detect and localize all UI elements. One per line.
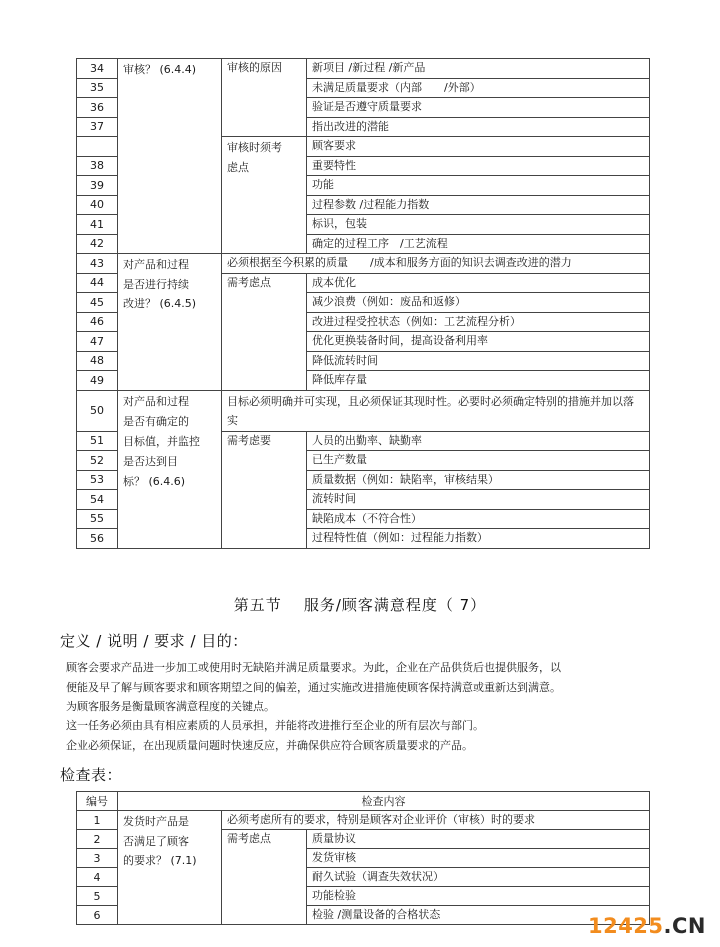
row-number: 34 (77, 59, 118, 79)
definition-line: 顾客会要求产品进一步加工或使用时无缺陷并满足质量要求。为此，企业在产品供货后也提供服务，以 (66, 661, 561, 674)
checklist-heading: 检查表： (60, 766, 123, 784)
check-item: 指出改进的潜能 (307, 117, 650, 137)
row-number: 44 (77, 273, 118, 293)
check-item: 未满足质量要求（内部 /外部） (307, 78, 650, 98)
row-number: 37 (77, 117, 118, 137)
requirement-statement: 目标必须明确并可实现，且必须保证其现时性。必要时必须确定特别的措施并加以落实 (222, 390, 650, 431)
row-number: 5 (77, 887, 118, 906)
section-label: 第五节 (233, 596, 282, 614)
requirement-statement: 必须根据至今积累的质量 /成本和服务方面的知识去调查改进的潜力 (222, 254, 650, 274)
check-item: 改进过程受控状态（例如：工艺流程分析） (307, 312, 650, 332)
check-item: 功能检验 (307, 887, 650, 906)
row-number: 1 (77, 811, 118, 830)
consider-label: 需考虑点 (222, 830, 307, 925)
question-audit: 审核？ (6.4.4) (118, 59, 222, 254)
consider-label: 需考虑要 (222, 431, 307, 548)
row-number: 51 (77, 431, 118, 451)
row-number: 43 (77, 254, 118, 274)
check-item: 顾客要求 (307, 137, 650, 157)
check-item: 优化更换装备时间，提高设备利用率 (307, 332, 650, 352)
column-header-number: 编号 (77, 792, 118, 811)
check-item: 检验 /测量设备的合格状态 (307, 906, 650, 925)
check-item: 新项目 /新过程 /新产品 (307, 59, 650, 79)
row-number: 36 (77, 98, 118, 118)
check-item: 质量协议 (307, 830, 650, 849)
row-number: 50 (77, 390, 118, 431)
check-item: 过程特性值（例如：过程能力指数） (307, 529, 650, 549)
check-item: 标识，包装 (307, 215, 650, 235)
row-number: 40 (77, 195, 118, 215)
question-target-values: 对产品和过程 是否有确定的 目标值，并监控 是否达到目 标？ (6.4.6) (118, 390, 222, 548)
definition-line: 企业必须保证，在出现质量问题时快速反应，并确保供应符合顾客质量要求的产品。 (66, 739, 473, 752)
row-number: 39 (77, 176, 118, 196)
column-header-content: 检查内容 (118, 792, 650, 811)
checklist-table (76, 791, 650, 925)
row-number: 54 (77, 490, 118, 510)
row-number: 41 (77, 215, 118, 235)
check-item: 降低库存量 (307, 371, 650, 391)
section-name: 服务/顾客满意程度（ 7） (303, 596, 487, 614)
check-item: 质量数据（例如：缺陷率，审核结果） (307, 470, 650, 490)
check-item: 已生产数量 (307, 451, 650, 471)
check-item: 人员的出勤率、缺勤率 (307, 431, 650, 451)
question-continuous-improvement: 对产品和过程 是否进行持续 改进？ (6.4.5) (118, 254, 222, 391)
row-number: 45 (77, 293, 118, 313)
check-item: 确定的过程工序 /工艺流程 (307, 234, 650, 254)
row-number: 3 (77, 849, 118, 868)
audit-table (76, 58, 650, 549)
row-number: 46 (77, 312, 118, 332)
definition-heading: 定义 / 说明 / 要求 / 目的： (60, 632, 248, 650)
check-item: 发货审核 (307, 849, 650, 868)
row-number: 53 (77, 470, 118, 490)
audit-consider-label: 审核时须考 虑点 (222, 137, 307, 254)
row-number: 48 (77, 351, 118, 371)
question-delivery: 发货时产品是 否满足了顾客 的要求？ (7.1) (118, 811, 222, 925)
watermark-logo: 12425.CN (587, 914, 706, 938)
row-number: 47 (77, 332, 118, 352)
check-item: 流转时间 (307, 490, 650, 510)
check-item: 功能 (307, 176, 650, 196)
row-number: 6 (77, 906, 118, 925)
audit-reason-label: 审核的原因 (222, 59, 307, 137)
row-number (77, 137, 118, 157)
row-number: 55 (77, 509, 118, 529)
row-number: 2 (77, 830, 118, 849)
row-number: 4 (77, 868, 118, 887)
row-number: 35 (77, 78, 118, 98)
row-number: 49 (77, 371, 118, 391)
row-number: 38 (77, 156, 118, 176)
row-number: 52 (77, 451, 118, 471)
check-item: 缺陷成本（不符合性） (307, 509, 650, 529)
check-item: 过程参数 /过程能力指数 (307, 195, 650, 215)
requirement-statement: 必须考虑所有的要求，特别是顾客对企业评价（审核）时的要求 (222, 811, 650, 830)
check-item: 成本优化 (307, 273, 650, 293)
check-item: 耐久试验（调查失效状况） (307, 868, 650, 887)
definition-line: 为顾客服务是衡量顾客满意程度的关键点。 (66, 700, 275, 713)
check-item: 验证是否遵守质量要求 (307, 98, 650, 118)
definition-line: 便能及早了解与顾客要求和顾客期望之间的偏差，通过实施改进措施使顾客保持满意或重新达到满意。 (66, 681, 561, 694)
consider-label: 需考虑点 (222, 273, 307, 390)
row-number: 42 (77, 234, 118, 254)
section-title (0, 594, 720, 615)
check-item: 降低流转时间 (307, 351, 650, 371)
row-number: 56 (77, 529, 118, 549)
check-item: 减少浪费（例如：废品和返修） (307, 293, 650, 313)
definition-line: 这一任务必须由具有相应素质的人员承担，并能将改进推行至企业的所有层次与部门。 (66, 719, 484, 732)
check-item: 重要特性 (307, 156, 650, 176)
